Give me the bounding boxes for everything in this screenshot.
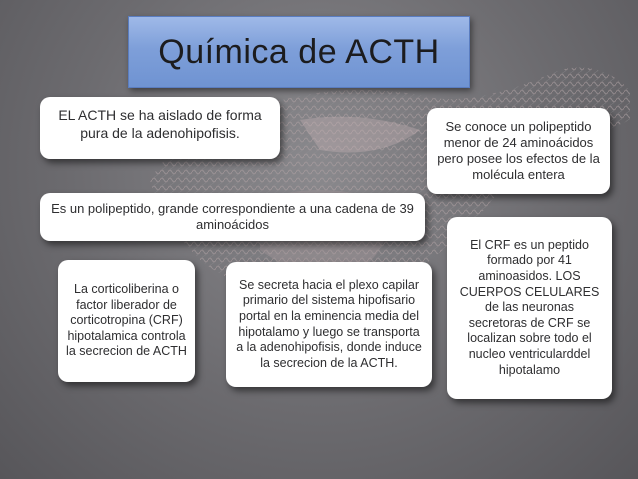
text-box-secrecion bbox=[226, 262, 432, 387]
title-box bbox=[128, 16, 470, 88]
text-box-cadena-39 bbox=[40, 193, 425, 241]
text-box-cadena-39-text: Es un polipeptido, grande correspondiente a una cadena de 39 aminoácidos bbox=[51, 200, 414, 232]
text-box-aislado bbox=[40, 97, 280, 159]
text-box-secrecion-text: Se secreta hacia el plexo capilar primario del sistema hipofisario portal en la eminencia media del hipotalamo y luego se transporta a la adenohipofisis, donde induce la secrecion de la ACTH. bbox=[236, 277, 422, 370]
text-box-crf-peptido bbox=[447, 217, 612, 399]
slide-title: Química de ACTH bbox=[158, 32, 440, 71]
text-box-polipeptido-menor-text: Se conoce un polipeptido menor de 24 aminoácidos pero posee los efectos de la molécula entera bbox=[437, 118, 600, 183]
text-box-polipeptido-menor bbox=[427, 108, 610, 194]
text-box-corticoliberina bbox=[58, 260, 195, 382]
text-box-corticoliberina-text: La corticoliberina o factor liberador de corticotropina (CRF) hipotalamica controla la secrecion de ACTH bbox=[66, 281, 187, 359]
text-box-aislado-text: EL ACTH se ha aislado de forma pura de la adenohipofisis. bbox=[58, 107, 262, 141]
text-box-crf-peptido-text: El CRF es un peptido formado por 41 aminoasidos. LOS CUERPOS CELULARES de las neuronas secretoras de CRF se localizan sobre todo el nucleo ventricularddel hipotalamo bbox=[459, 237, 600, 377]
